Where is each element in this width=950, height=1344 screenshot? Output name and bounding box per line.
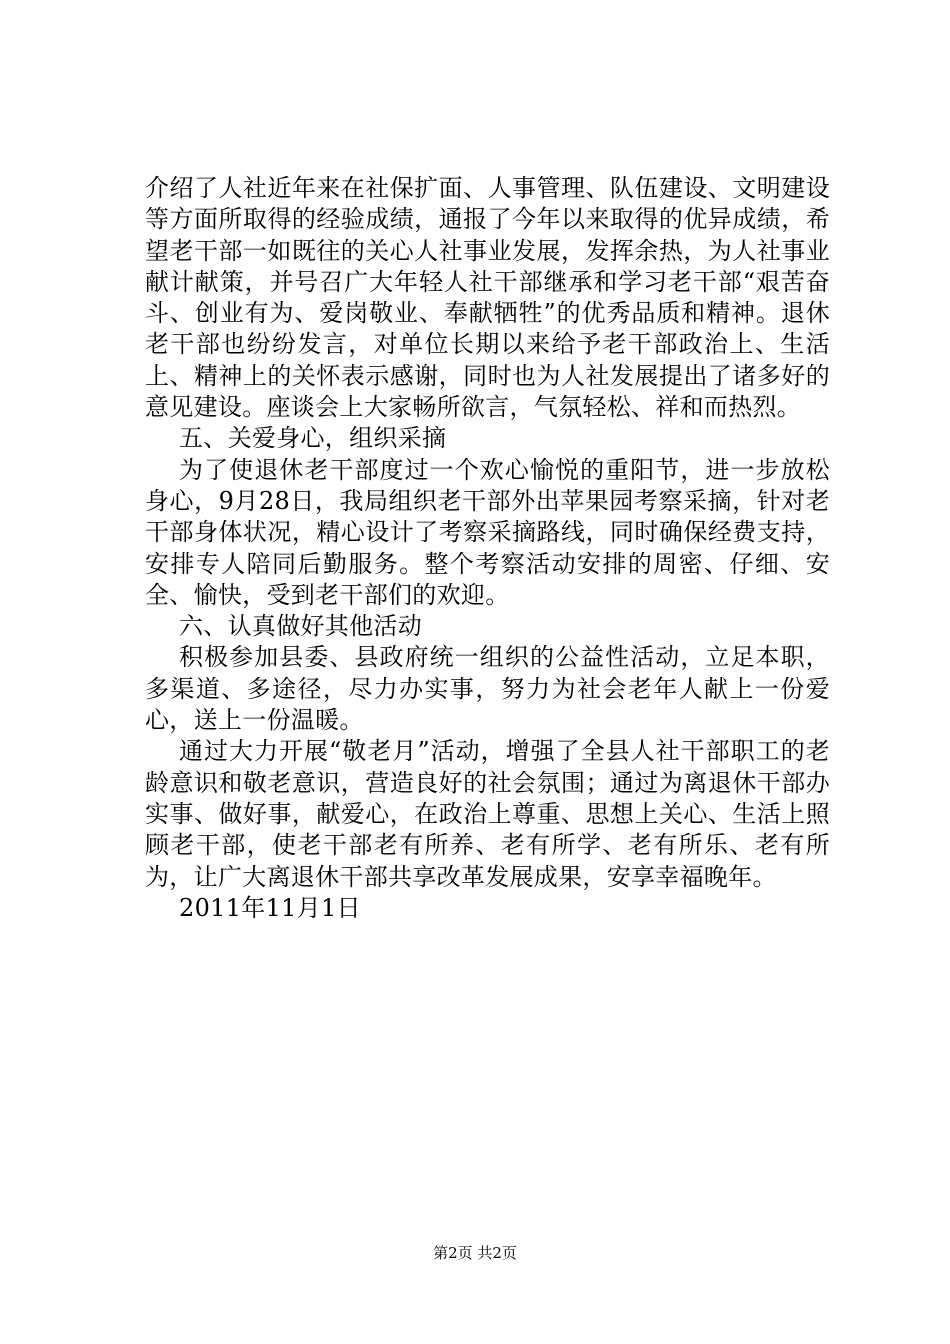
document-date: 2011年11月1日 <box>179 893 361 922</box>
paragraph-picking-trip: 为了使退休老干部度过一个欢心愉悦的重阳节，进一步放松身心，9月28日，我局组织老干部外出苹果园考察采摘，针对老干部身体状况，精心设计了考察采摘路线，同时确保经费支持，安排专人陪同后勤服务。整个考察活动安排的周密、仔细、安全、愉快，受到老干部们的欢迎。 <box>145 455 830 609</box>
page-footer: 第2页 共2页 <box>433 1244 517 1262</box>
document-body <box>145 173 830 924</box>
section-heading-6: 六、认真做好其他活动 <box>179 612 422 641</box>
section-heading-5: 五、关爱身心，组织采摘 <box>179 424 447 453</box>
paragraph-public-activities: 积极参加县委、县政府统一组织的公益性活动，立足本职，多渠道、多途径，尽力办实事，努力为社会老年人献上一份爱心，送上一份温暖。 <box>145 643 830 735</box>
paragraph-continuation: 介绍了人社近年来在社保扩面、人事管理、队伍建设、文明建设等方面所取得的经验成绩，通报了今年以来取得的优异成绩，希望老干部一如既往的关心人社事业发展，发挥余热，为人社事业献计献策，并号召广大年轻人社干部继承和学习老干部“艰苦奋斗、创业有为、爱岗敬业、奉献牺牲”的优秀品质和精神。退休老干部也纷纷发言，对单位长期以来给予老干部政治上、生活上、精神上的关怀表示感谢，同时也为人社发展提出了诸多好的意见建设。座谈会上大家畅所欲言，气氛轻松、祥和而热烈。 <box>145 174 830 422</box>
paragraph-summary: 通过大力开展“敬老月”活动，增强了全县人社干部职工的老龄意识和敬老意识，营造良好的社会氛围；通过为离退休干部办实事、做好事，献爱心，在政治上尊重、思想上关心、生活上照顾老干部，使老干部老有所养、老有所学、老有所乐、老有所为，让广大离退休干部共享改革发展成果，安享幸福晚年。 <box>145 737 830 891</box>
